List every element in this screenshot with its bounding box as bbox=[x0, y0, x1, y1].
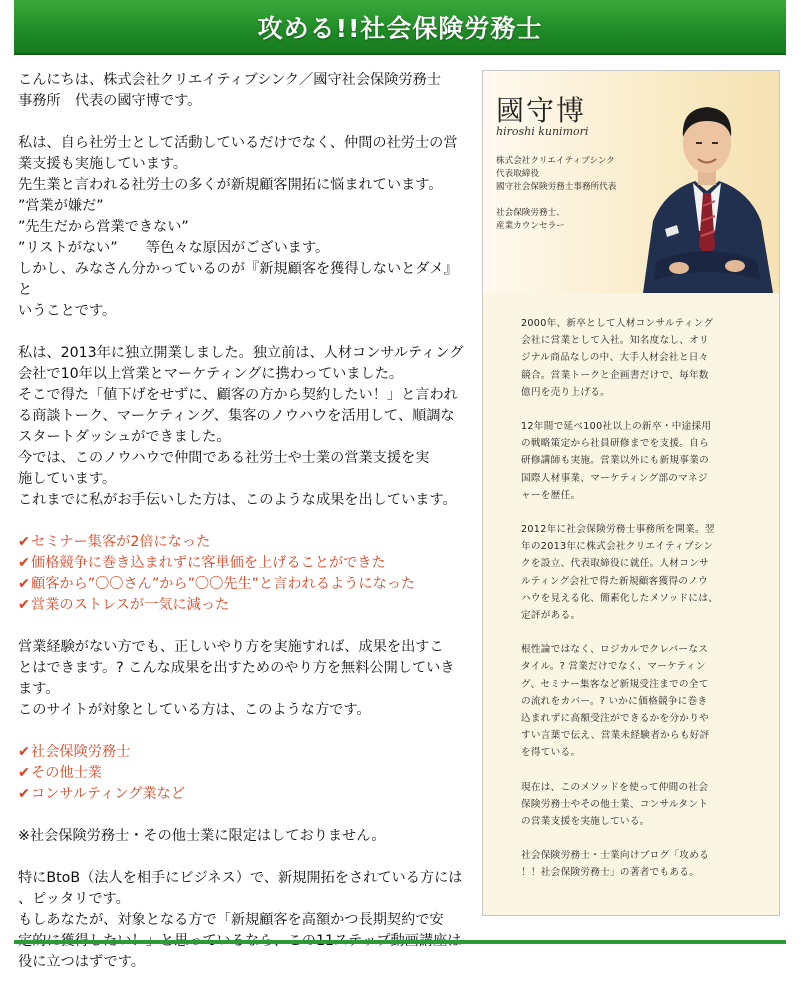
target-checklist bbox=[18, 742, 470, 805]
checkmark-icon: ✔ bbox=[18, 534, 30, 550]
text-line: ”リストがない” 等色々な原因がございます。 bbox=[18, 240, 330, 256]
checkmark-icon: ✔ bbox=[18, 597, 30, 613]
bio-line: タイル。? 営業だけでなく、マーケティン bbox=[521, 661, 706, 673]
text-line: こんにちは、株式会社クリエイティブシンク／國守社会保険労務士 bbox=[18, 72, 442, 88]
checklist-text: 社会保険労務士 bbox=[31, 744, 131, 760]
bio-line: 国際人材事業、マーケティング部のマネジ bbox=[521, 472, 708, 484]
bio-line: 研修講師も実施。営業以外にも新規事業の bbox=[521, 455, 709, 467]
text-line: とはできます。? こんな成果を出すためのやり方を無料公開していき bbox=[18, 660, 455, 676]
bio-line: を得ている。 bbox=[521, 747, 581, 759]
bio-line: 保険労務士やその他士業、コンサルタント bbox=[521, 798, 709, 810]
bio-line: 会社に営業として入社。知名度なし、オリ bbox=[521, 335, 709, 347]
text-line: 役に立つはずです。 bbox=[18, 954, 145, 970]
text-line: 私は、2013年に独立開業しました。独立前は、人材コンサルティング bbox=[18, 345, 464, 361]
text-line: 営業経験がない方でも、正しいやり方を実施すれば、成果を出すこ bbox=[18, 639, 444, 655]
text-line: 事務所 代表の國守博です。 bbox=[18, 93, 202, 109]
text-line: 会社で10年以上営業とマーケティングに携わっていました。 bbox=[18, 366, 404, 382]
profile-card bbox=[483, 71, 779, 293]
history-paragraph bbox=[18, 343, 470, 511]
bio-line: 年の2013年に株式会社クリエイティブシン bbox=[521, 541, 714, 553]
checkmark-icon: ✔ bbox=[18, 555, 30, 571]
text-line: いうことです。 bbox=[18, 303, 117, 319]
method-paragraph bbox=[18, 637, 470, 721]
text-line: もしあなたが、対象となる方で「新規顧客を高額かつ長期契約で安 bbox=[18, 912, 444, 928]
text-line: これまでに私がお手伝いした方は、このような成果を出しています。 bbox=[18, 492, 457, 508]
text-line: 今では、このノウハウで仲間である社労士や士業の営業支援を実 bbox=[18, 450, 430, 466]
profile-name: 國守博 bbox=[496, 94, 587, 127]
text-line: ”先生だから営業できない” bbox=[18, 219, 189, 235]
profile-romaji: hiroshi kunimori bbox=[496, 125, 589, 138]
bio-line: クを設立、代表取締役に就任。人材コンサ bbox=[521, 558, 709, 570]
bio-paragraph bbox=[521, 315, 753, 401]
text-line: 特にBtoB（法人を相手にビジネス）で、新規開拓をされている方には bbox=[18, 870, 463, 886]
text-line: そこで得た「値下げをせずに、顧客の方から契約したい！」と言われ bbox=[18, 387, 458, 403]
activity-paragraph bbox=[18, 133, 470, 322]
profile-title-line: 株式会社クリエイティブシンク bbox=[496, 156, 615, 166]
checklist-item bbox=[18, 742, 470, 763]
bio-line: ジナル商品なしの中、大手人材会社と日々 bbox=[521, 352, 709, 364]
checklist-item bbox=[18, 595, 470, 616]
bio-line: 定評がある。 bbox=[521, 610, 581, 622]
text-line: スタートダッシュができました。 bbox=[18, 429, 231, 445]
bio-line: ！！社会保険労務士」の著者でもある。 bbox=[521, 867, 700, 879]
checklist-item bbox=[18, 763, 470, 784]
profile-titles bbox=[496, 155, 616, 233]
profile-qualification-line: 産業カウンセラー bbox=[496, 221, 565, 231]
bio-line: 競合。営業トークと企画書だけで、毎年数 bbox=[521, 369, 709, 381]
profile-photo bbox=[635, 71, 779, 293]
bio-line: 12年間で延べ100社以上の新卒・中途採用 bbox=[521, 421, 712, 433]
text-line: 、ピッタリです。 bbox=[18, 891, 130, 907]
text-line: る商談トーク、マーケティング、集客のノウハウを活用して、順調な bbox=[18, 408, 455, 424]
checklist-text: コンサルティング業など bbox=[31, 786, 185, 802]
checklist-item bbox=[18, 532, 470, 553]
results-checklist bbox=[18, 532, 470, 616]
page-title: 攻める!!社会保険労務士 bbox=[257, 13, 543, 43]
footer-divider bbox=[14, 940, 786, 944]
checklist-item bbox=[18, 574, 470, 595]
text-line: 施しています。 bbox=[18, 471, 117, 487]
bio-paragraph bbox=[521, 847, 753, 881]
checklist-text: セミナー集客が2倍になった bbox=[31, 534, 211, 550]
text-line: 先生業と言われる社労士の多くが新規顧客開拓に悩まれています。 bbox=[18, 177, 443, 193]
profile-biography bbox=[521, 315, 753, 899]
profile-title-line: 國守社会保険労務士事務所代表 bbox=[496, 182, 617, 192]
closing-paragraph bbox=[18, 868, 470, 973]
bio-line: 2012年に社会保険労務士事務所を開業。翌 bbox=[521, 524, 715, 536]
profile-title-line: 代表取締役 bbox=[496, 169, 539, 179]
bio-line: 2000年、新卒として人材コンサルティング bbox=[521, 318, 714, 329]
intro-paragraph bbox=[18, 70, 470, 112]
bio-paragraph bbox=[521, 521, 753, 624]
bio-line: グ、セミナー集客など新規受注までの全て bbox=[521, 678, 709, 690]
checkmark-icon: ✔ bbox=[18, 576, 30, 592]
checklist-text: 顧客から”〇〇さん”から”〇〇先生”と言われるようになった bbox=[31, 576, 416, 592]
text-line: このサイトが対象としている方は、このような方です。 bbox=[18, 702, 371, 718]
checkmark-icon: ✔ bbox=[18, 765, 30, 781]
bio-line: の営業支援を実施している。 bbox=[521, 816, 650, 828]
bio-line: ャーを歴任。 bbox=[521, 489, 581, 501]
bio-line: 根性論ではなく、ロジカルでクレバーなス bbox=[521, 644, 709, 656]
checklist-item bbox=[18, 553, 470, 574]
note-paragraph: ※社会保険労務士・その他士業に限定はしておりません。 bbox=[18, 828, 386, 844]
checklist-text: その他士業 bbox=[31, 765, 102, 781]
bio-paragraph bbox=[521, 779, 753, 831]
text-line: ます。 bbox=[18, 681, 60, 697]
bio-line: ハウを見える化、簡素化したメソッドには、 bbox=[521, 592, 719, 604]
bio-line: 込まれずに高額受注ができるかを分かりや bbox=[521, 713, 709, 725]
bio-line: 億円を売り上げる。 bbox=[521, 386, 611, 398]
checklist-text: 営業のストレスが一気に減った bbox=[31, 597, 230, 613]
checklist-item bbox=[18, 784, 470, 805]
profile-qualification-line: 社会保険労務士、 bbox=[496, 208, 565, 218]
bio-line: の戦略策定から社員研修までを支援。自ら bbox=[521, 438, 709, 450]
bio-line: 社会保険労務士・士業向けブログ「攻める bbox=[521, 850, 709, 862]
text-line: しかし、みなさん分かっているのが『新規顧客を獲得しないとダメ』と bbox=[18, 261, 458, 298]
checkmark-icon: ✔ bbox=[18, 744, 30, 760]
main-content bbox=[18, 70, 470, 994]
text-line: ”営業が嫌だ” bbox=[18, 198, 104, 214]
bio-line: すい言葉で伝え、営業未経験者からも好評 bbox=[521, 730, 710, 742]
bio-line: 現在は、このメソッドを使って仲間の社会 bbox=[521, 781, 709, 793]
text-line: 業支援も実施しています。 bbox=[18, 156, 188, 172]
bio-line: ルティング会社で得た新規顧客獲得のノウ bbox=[521, 575, 709, 587]
title-banner bbox=[14, 0, 786, 55]
profile-sidebar bbox=[482, 70, 780, 916]
bio-line: の流れをカバー。? いかに価格競争に巻き bbox=[521, 695, 708, 707]
checklist-text: 価格競争に巻き込まれずに客単価を上げることができた bbox=[31, 555, 386, 571]
checkmark-icon: ✔ bbox=[18, 786, 30, 802]
text-line: 私は、自ら社労士として活動しているだけでなく、仲間の社労士の営 bbox=[18, 135, 458, 151]
bio-paragraph bbox=[521, 641, 753, 761]
bio-paragraph bbox=[521, 418, 753, 504]
